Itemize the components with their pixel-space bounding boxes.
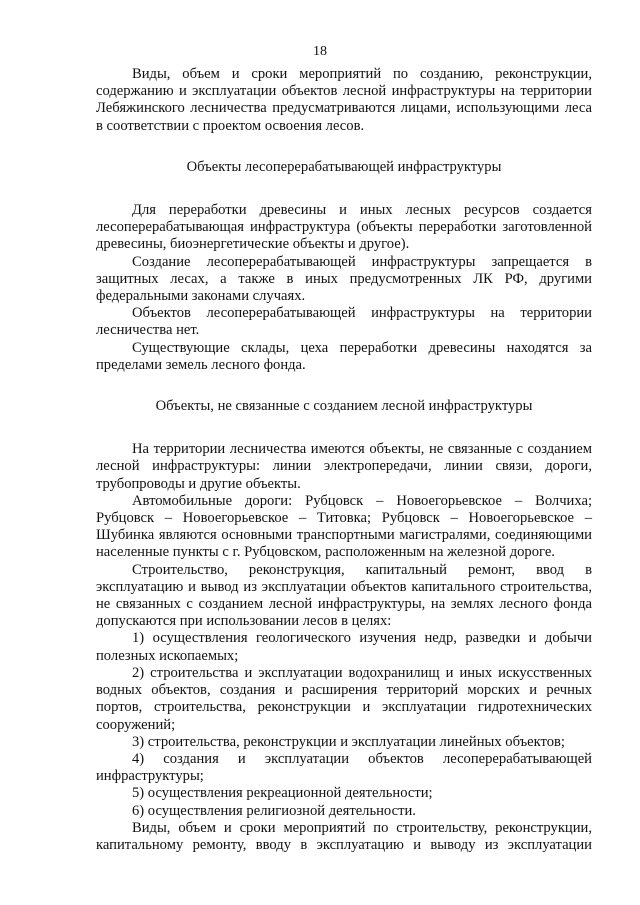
paragraph: Создание лесоперерабатывающей инфраструктуры запрещается в защитных лесах, а также в иных предусмотренных ЛК РФ, другими федеральными законами случаях. xyxy=(96,253,592,305)
section-heading-processing: Объекты лесоперерабатывающей инфраструктуры xyxy=(186,158,502,175)
paragraph: Строительство, реконструкция, капитальный ремонт, ввод в эксплуатацию и вывод из эксплуатации объектов капитального строительства, не связанных с созданием лесной инфраструктуры, на землях лесного фонда допускаются при использовании лесов в целях: xyxy=(96,561,592,630)
paragraph: Для переработки древесины и иных лесных ресурсов создается лесоперерабатывающая инфраструктура (объекты переработки заготовленной древесины, биоэнергетические объекты и другое). xyxy=(96,202,592,253)
paragraph-continued: Виды, объем и сроки мероприятий по строительству, реконструкции, капитальному ремонту, вводу в эксплуатацию и выводу из эксплуатации xyxy=(96,819,592,853)
list-item: 2) строительства и эксплуатации водохранилищ и иных искусственных водных объектов, создания и расширения территорий морских и речных портов, строительства, реконструкции и эксплуатации гидротехнических сооружений; xyxy=(96,664,592,733)
intro-paragraph: Виды, объем и сроки мероприятий по созданию, реконструкции, содержанию и эксплуатации объектов лесной инфраструктуры на территории Лебяжинского лесничества предусматриваются лицами, использующими леса в соответствии с проектом освоения лесов. xyxy=(96,66,592,134)
list-item: 3) строительства, реконструкции и эксплуатации линейных объектов; xyxy=(132,733,565,750)
list-item: 1) осуществления геологического изучения недр, разведки и добычи полезных ископаемых; xyxy=(96,630,592,664)
section-heading-non-forest: Объекты, не связанные с созданием лесной инфраструктуры xyxy=(155,398,533,415)
paragraph: Существующие склады, цеха переработки древесины находятся за пределами земель лесного фонда. xyxy=(96,339,592,373)
paragraph: На территории лесничества имеются объекты, не связанные с созданием лесной инфраструктуры: линии электропередачи, линии связи, дороги, трубопроводы и другие объекты. xyxy=(96,441,592,492)
document-body xyxy=(96,66,592,854)
paragraph: Объектов лесоперерабатывающей инфраструктуры на территории лесничества нет. xyxy=(96,305,592,339)
list-item: 6) осуществления религиозной деятельности. xyxy=(132,802,416,819)
list-item: 4) создания и эксплуатации объектов лесоперерабатывающей инфраструктуры; xyxy=(96,750,592,785)
list-item: 5) осуществления рекреационной деятельности; xyxy=(132,785,433,802)
page-number: 18 xyxy=(313,44,327,59)
paragraph: Автомобильные дороги: Рубцовск – Новоегорьевское – Волчиха; Рубцовск – Новоегорьевское – Титовка; Рубцовск – Новоегорьевское – Шубинка являются основными транспортными магистралями, соединяющими населенные пункты с г. Рубцовском, расположенным на железной дороге. xyxy=(96,492,592,561)
